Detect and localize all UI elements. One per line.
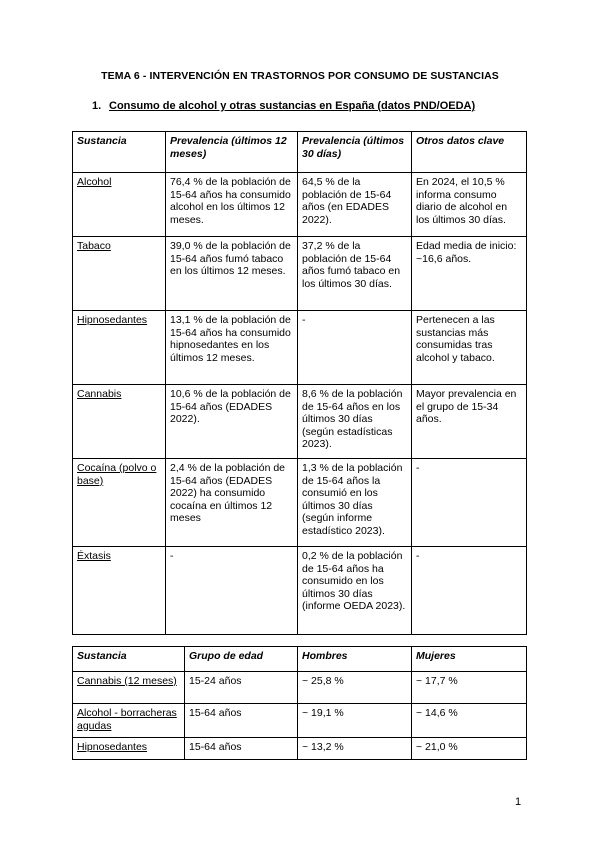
table-cell: ~ 19,1 % <box>298 704 412 738</box>
table-row <box>73 672 527 704</box>
gender-table <box>72 646 527 760</box>
substance-cell <box>73 311 166 385</box>
substance-cell <box>73 672 185 704</box>
table-cell: - <box>412 547 527 635</box>
substance-cell <box>73 237 166 311</box>
table-cell: 1,3 % de la población de 15-64 años la consumió en los últimos 30 días (según informe estadístico 2023). <box>298 459 412 547</box>
table-cell: 2,4 % de la población de 15-64 años (EDADES 2022) ha consumido cocaína en últimos 12 meses <box>166 459 298 547</box>
table-cell: 39,0 % de la población de 15-64 años fumó tabaco en los últimos 12 meses. <box>166 237 298 311</box>
table-cell: 15-24 años <box>185 672 298 704</box>
table-cell: - <box>298 311 412 385</box>
substance-cannabis: Cannabis (12 meses) <box>77 675 177 687</box>
substance-hipnosedantes: Hipnosedantes <box>77 741 148 754</box>
table-cell: 0,2 % de la población de 15-64 años ha consumido en los últimos 30 días (informe OEDA 2023). <box>298 547 412 635</box>
table-row <box>73 704 527 738</box>
table-row <box>73 547 527 635</box>
table-row <box>73 237 527 311</box>
header-mujeres: Mujeres <box>412 647 527 672</box>
table-cell: ~ 13,2 % <box>298 738 412 760</box>
table-cell: Pertenecen a las sustancias más consumidas tras alcohol y tabaco. <box>412 311 527 385</box>
page-number: 1 <box>515 796 522 808</box>
table-cell: Edad media de inicio: ~16,6 años. <box>412 237 527 311</box>
table-cell: 15-64 años <box>185 738 298 760</box>
substance-cell <box>73 385 166 459</box>
table-cell: 13,1 % de la población de 15-64 años ha consumido hipnosedantes en los últimos 12 meses. <box>166 311 298 385</box>
table-cell: Mayor prevalencia en el grupo de 15-34 años. <box>412 385 527 459</box>
substance-alcohol: Alcohol - borracheras agudas <box>77 707 177 732</box>
header-grupo-edad: Grupo de edad <box>185 647 298 672</box>
table-cell: ~ 21,0 % <box>412 738 527 760</box>
header-sustancia: Sustancia <box>73 132 166 173</box>
substance-cell <box>73 173 166 237</box>
table-cell: 64,5 % de la población de 15-64 años (en EDADES 2022). <box>298 173 412 237</box>
substance-cocaina: Cocaína (polvo o base) <box>77 462 157 487</box>
table-row <box>73 459 527 547</box>
table-cell: En 2024, el 10,5 % informa consumo diario de alcohol en los últimos 30 días. <box>412 173 527 237</box>
table-cell: - <box>166 547 298 635</box>
prevalence-table <box>72 131 527 635</box>
header-hombres: Hombres <box>298 647 412 672</box>
substance-tabaco: Tabaco <box>77 240 111 252</box>
table-cell: 8,6 % de la población de 15-64 años en los últimos 30 días (según estadísticas 2023). <box>298 385 412 459</box>
table-row <box>73 738 527 760</box>
section-title: Consumo de alcohol y otras sustancias en España (datos PND/OEDA) <box>109 100 476 112</box>
table-cell: 10,6 % de la población de 15-64 años (EDADES 2022). <box>166 385 298 459</box>
section-heading <box>92 100 475 112</box>
header-prevalencia-12-meses: Prevalencia (últimos 12 meses) <box>166 132 298 173</box>
table-row <box>73 173 527 237</box>
substance-cell <box>73 459 166 547</box>
table-cell: - <box>412 459 527 547</box>
substance-cell <box>73 704 185 738</box>
substance-extasis: Éxtasis <box>77 550 111 562</box>
table-cell: ~ 25,8 % <box>298 672 412 704</box>
table-cell: 15-64 años <box>185 704 298 738</box>
substance-hipnosedantes: Hipnosedantes <box>77 314 148 326</box>
header-otros-datos: Otros datos clave <box>412 132 527 173</box>
table-row <box>73 311 527 385</box>
table-header-row <box>73 132 527 173</box>
section-number: 1. <box>92 100 102 112</box>
substance-cell <box>73 547 166 635</box>
table-cell: ~ 17,7 % <box>412 672 527 704</box>
document-title: TEMA 6 - INTERVENCIÓN EN TRASTORNOS POR CONSUMO DE SUSTANCIAS <box>101 70 499 82</box>
substance-cell <box>73 738 185 760</box>
header-sustancia: Sustancia <box>73 647 185 672</box>
table-cell: ~ 14,6 % <box>412 704 527 738</box>
substance-cannabis: Cannabis <box>77 388 122 400</box>
table-cell: 76,4 % de la población de 15-64 años ha consumido alcohol en los últimos 12 meses. <box>166 173 298 237</box>
substance-alcohol: Alcohol <box>77 176 112 188</box>
table-header-row <box>73 647 527 672</box>
header-prevalencia-30-dias: Prevalencia (últimos 30 días) <box>298 132 412 173</box>
table-row <box>73 385 527 459</box>
table-cell: 37,2 % de la población de 15-64 años fumó tabaco en los últimos 30 días. <box>298 237 412 311</box>
